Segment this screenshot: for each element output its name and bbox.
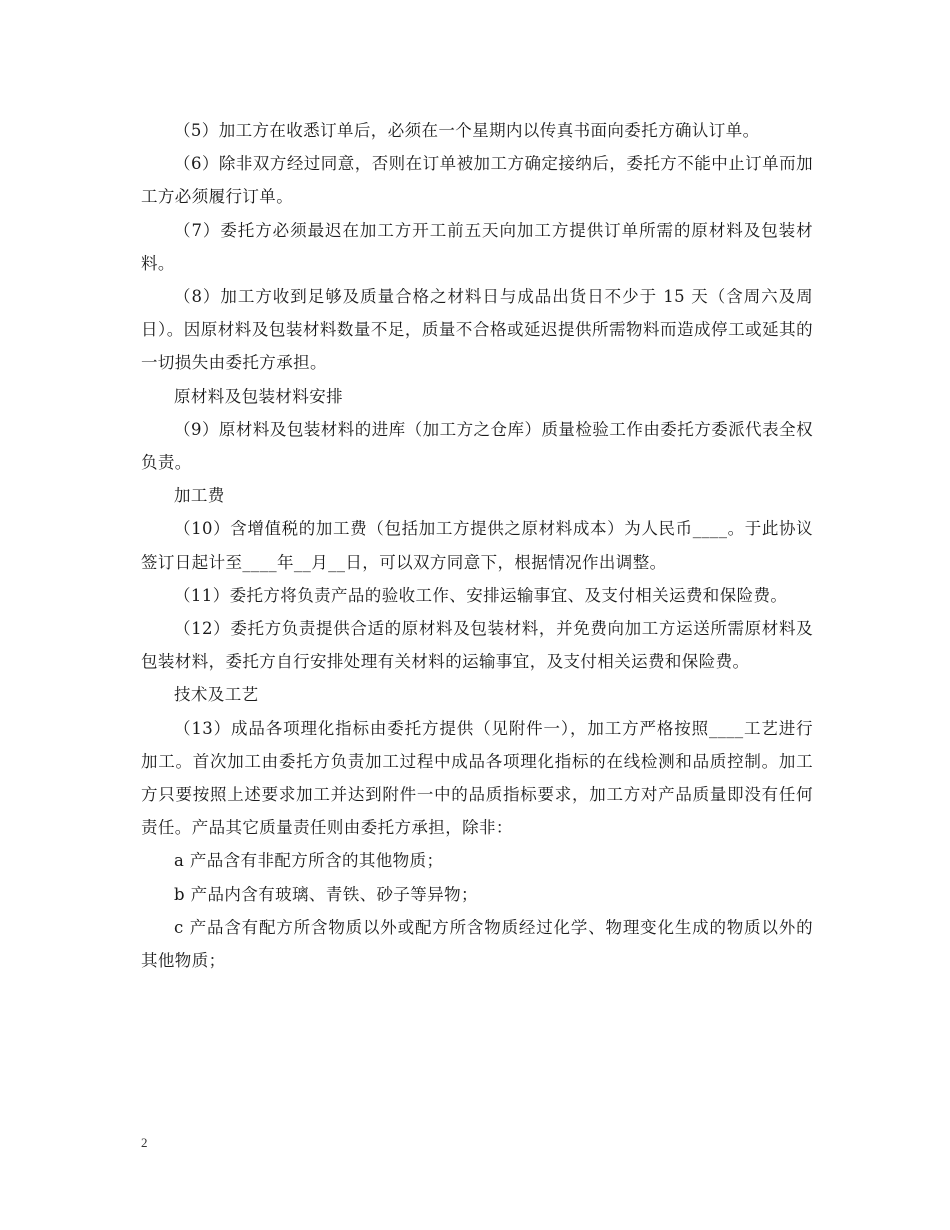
- section-heading-materials: 原材料及包装材料安排: [174, 386, 343, 406]
- paragraph-7: （7）委托方必须最迟在加工方开工前五天向加工方提供订单所需的原材料及包装材料。: [141, 220, 813, 273]
- list-item-c: c 产品含有配方所含物质以外或配方所含物质经过化学、物理变化生成的物质以外的其他物质；: [141, 917, 813, 971]
- page-number: 2: [141, 1135, 148, 1150]
- paragraph-9: （9）原材料及包装材料的进库（加工方之仓库）质量检验工作由委托方委派代表全权负责。: [141, 419, 813, 473]
- paragraph-13: （13）成品各项理化指标由委托方提供（见附件一），加工方严格按照____工艺进行加工。首次加工由委托方负责加工过程中成品各项理化指标的在线检测和品质控制。加工方只要按照上述要求加工并达到附件一中的品质指标要求，加工方对产品质量即没有任何责任。产品其它质量责任则由委托方承担，除非：: [141, 718, 813, 838]
- list-item-a: a 产品含有非配方所含的其他物质；: [174, 851, 444, 871]
- paragraph-8: （8）加工方收到足够及质量合格之材料日与成品出货日不少于 15 天（含周六及周日）。因原材料及包装材料数量不足，质量不合格或延迟提供所需物料而造成停工或延其的一切损失由委托方承担。: [141, 287, 813, 373]
- document-body: [141, 114, 813, 977]
- paragraph-12: （12）委托方负责提供合适的原材料及包装材料，并免费向加工方运送所需原材料及包装材料，委托方自行安排处理有关材料的运输事宜，及支付相关运费和保险费。: [141, 619, 813, 672]
- paragraph-10: （10）含增值税的加工费（包括加工方提供之原材料成本）为人民币____。于此协议签订日起计至____年__月__日，可以双方同意下，根据情况作出调整。: [141, 519, 813, 572]
- section-heading-processing-fee: 加工费: [174, 486, 225, 506]
- paragraph-6: （6）除非双方经过同意，否则在订单被加工方确定接纳后，委托方不能中止订单而加工方必须履行订单。: [141, 154, 813, 207]
- paragraph-11: （11）委托方将负责产品的验收工作、安排运输事宜、及支付相关运费和保险费。: [174, 585, 788, 605]
- section-heading-technology: 技术及工艺: [174, 685, 259, 705]
- paragraph-5: （5）加工方在收悉订单后，必须在一个星期内以传真书面向委托方确认订单。: [174, 121, 760, 140]
- list-item-b: b 产品内含有玻璃、青铁、砂子等异物；: [174, 884, 478, 904]
